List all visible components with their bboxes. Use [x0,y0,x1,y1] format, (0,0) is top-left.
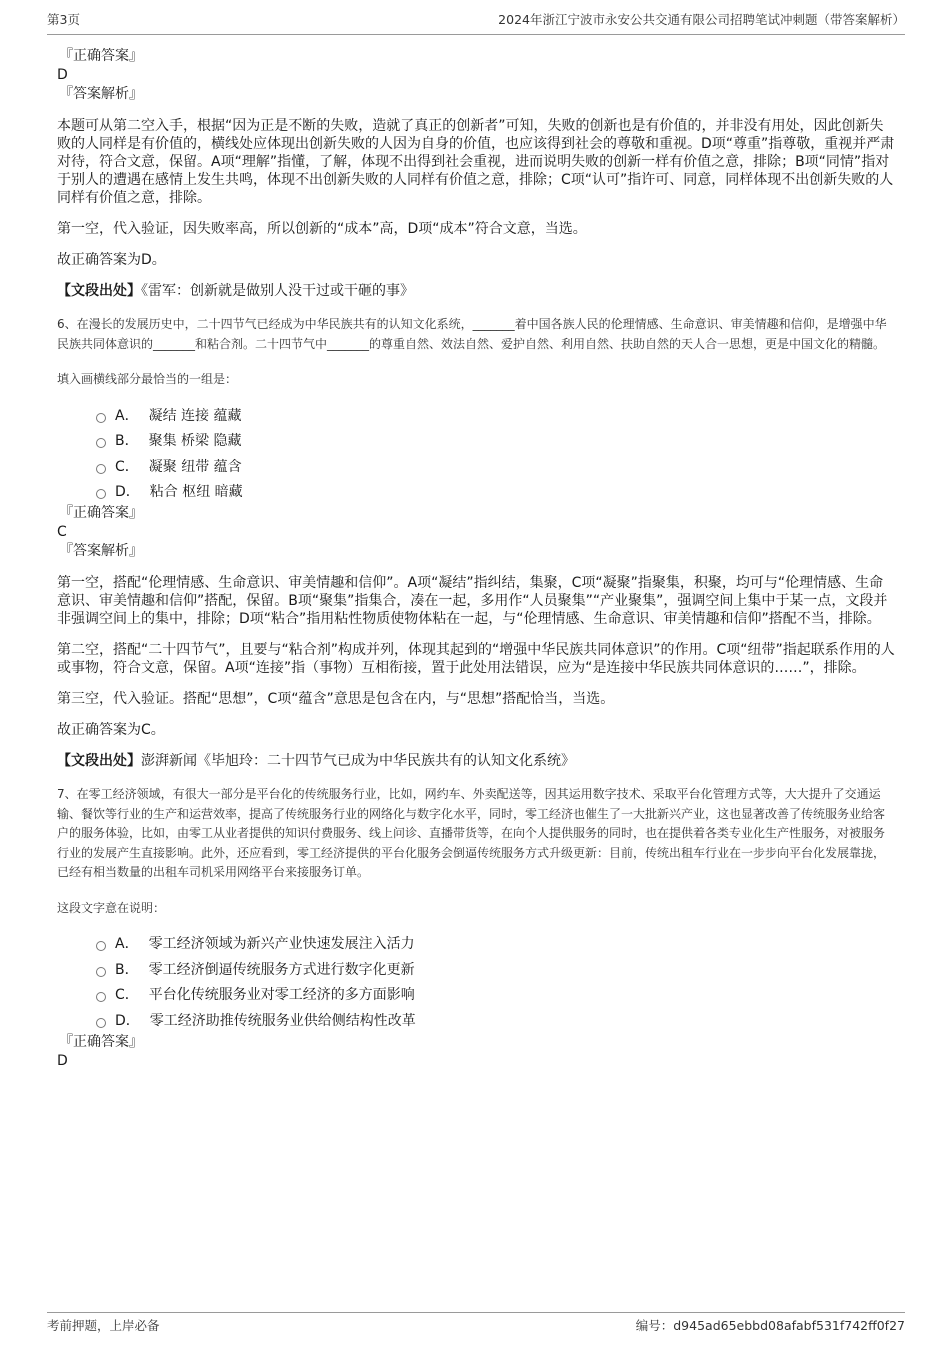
correct-answer-label: 『正确答案』 [59,1033,143,1050]
radio-icon[interactable] [96,489,106,499]
option-a[interactable]: A． 凝结 连接 蕴藏 [57,402,895,428]
option-b[interactable]: B． 聚集 桥梁 隐藏 [57,428,895,454]
question-prompt: 填入画横线部分最恰当的一组是： [57,372,238,386]
source-citation [57,752,895,770]
source-text: 澎湃新闻《毕旭玲：二十四节气已成为中华民族共有的认知文化系统》 [141,753,575,769]
radio-icon[interactable] [96,413,106,423]
correct-answer-label: 『正确答案』 [59,48,143,64]
analysis-paragraph: 第二空，搭配“二十四节气”，且要与“粘合剂”构成并列，体现其起到的“增强中华民族共同体意识”的作用。C项“纽带”指起联系作用的人或事物，符合文意，保留。A项“连接”指（事物）互相衔接，置于此处用法错误，应为“是连接中华民族共同体意识的……”，排除。 [57,642,895,676]
question-stem: 6、在漫长的发展历史中，二十四节气已经成为中华民族共有的认知文化系统，_______着中国各族人民的伦理情感、生命意识、审美情趣和信仰，是增强中华民族共同体意识的_______和粘合剂。二十四节气中_______的尊重自然、效法自然、爱护自然、利用自然、扶助自然的天人合一思想，更是中国文化的精髓。 [57,317,887,351]
page-footer [47,1312,905,1334]
analysis-paragraph: 本题可从第二空入手，根据“因为正是不断的失败，造就了真正的创新者”可知，失败的创新也是有价值的，并非没有用处，因此创新失败的人同样是有价值的，横线处应体现出创新失败的人因为自身的价值，也应该得到社会的尊敬和重视。D项“尊重”指尊敬，重视并严肃对待，符合文意，保留。A项“理解”指懂，了解，体现不出得到社会重视，进而说明失败的创新一样有价值之意，排除；B项“同情”指对于别人的遭遇在感情上发生共鸣，体现不出创新失败的人同样有价值之意，排除；C项“认可”指许可、同意，同样体现不出创新失败的人同样有价值之意，排除。 [57,118,895,206]
document-serial: 编号：d945ad65ebbd08afabf531f742ff0f27 [635,1318,905,1333]
source-tag: 【文段出处】 [57,283,141,299]
option-c[interactable]: C． 平台化传统服务业对零工经济的多方面影响 [57,982,895,1008]
radio-icon[interactable] [96,464,106,474]
option-list [57,402,895,504]
correct-answer-label: 『正确答案』 [59,505,143,521]
footer-slogan: 考前押题，上岸必备 [47,1318,160,1333]
option-d[interactable]: D． 零工经济助推传统服务业供给侧结构性改革 [57,1007,895,1033]
question-stem: 7、在零工经济领域，有很大一部分是平台化的传统服务行业，比如，网约车、外卖配送等，因其运用数字技术、采取平台化管理方式等，大大提升了交通运输、餐饮等行业的生产和运营效率，提高了传统服务行业的网络化与数字化水平，同时，零工经济也催生了一大批新兴产业，这也显著改善了传统服务业给客户的服务体验，比如，由零工从业者提供的知识付费服务、线上问诊、直播带货等，在向个人提供服务的同时，也在提供着各类专业化生产性服务，对被服务行业的发展产生直接影响。此外，还应看到，零工经济提供的平台化服务会倒逼传统服务方式升级更新：目前，传统出租车行业在一步步向平台化发展靠拢，已经有相当数量的出租车司机采用网络平台来接服务订单。 [57,787,886,879]
source-citation [57,282,895,300]
source-text: 《雷军：创新就是做别人没干过或干砸的事》 [141,283,414,299]
analysis-paragraph: 故正确答案为D。 [57,252,166,268]
correct-answer-value: C [57,524,67,540]
radio-icon[interactable] [96,941,106,951]
analysis-paragraph: 故正确答案为C。 [57,722,165,738]
option-list [57,931,895,1033]
analysis-paragraph: 第三空，代入验证。搭配“思想”，C项“蕴含”意思是包含在内，与“思想”搭配恰当，当选。 [57,691,615,707]
radio-icon[interactable] [96,967,106,977]
analysis-label: 『答案解析』 [59,543,143,559]
correct-answer-value: D [57,67,68,83]
radio-icon[interactable] [96,1018,106,1028]
option-c[interactable]: C． 凝聚 纽带 蕴含 [57,453,895,479]
option-d[interactable]: D． 粘合 枢纽 暗藏 [57,479,895,505]
radio-icon[interactable] [96,438,106,448]
page-number: 第3页 [47,12,80,27]
option-b[interactable]: B． 零工经济倒逼传统服务方式进行数字化更新 [57,956,895,982]
source-tag: 【文段出处】 [57,753,141,769]
analysis-label: 『答案解析』 [59,86,143,102]
analysis-paragraph: 第一空，代入验证，因失败率高，所以创新的“成本”高，D项“成本”符合文意，当选。 [57,221,587,237]
analysis-paragraph: 第一空，搭配“伦理情感、生命意识、审美情趣和信仰”。A项“凝结”指纠结，集聚，C项“凝聚”指聚集，积聚，均可与“伦理情感、生命意识、审美情趣和信仰”搭配，保留。B项“聚集”指集合，凑在一起，多用作“人员聚集”“产业聚集”，强调空间上集中于某一点，文段并非强调空间上的集中，排除；D项“粘合”指用粘性物质使物体粘在一起，与“伦理情感、生命意识、审美情趣和信仰”搭配不当，排除。 [57,575,888,627]
page-header [47,10,905,35]
option-a[interactable]: A． 零工经济领域为新兴产业快速发展注入活力 [57,931,895,957]
document-body [57,47,895,1071]
question-prompt: 这段文字意在说明： [57,900,166,915]
radio-icon[interactable] [96,992,106,1002]
correct-answer-value: D [57,1052,68,1069]
document-title: 2024年浙江宁波市永安公共交通有限公司招聘笔试冲刺题（带答案解析） [498,12,905,27]
